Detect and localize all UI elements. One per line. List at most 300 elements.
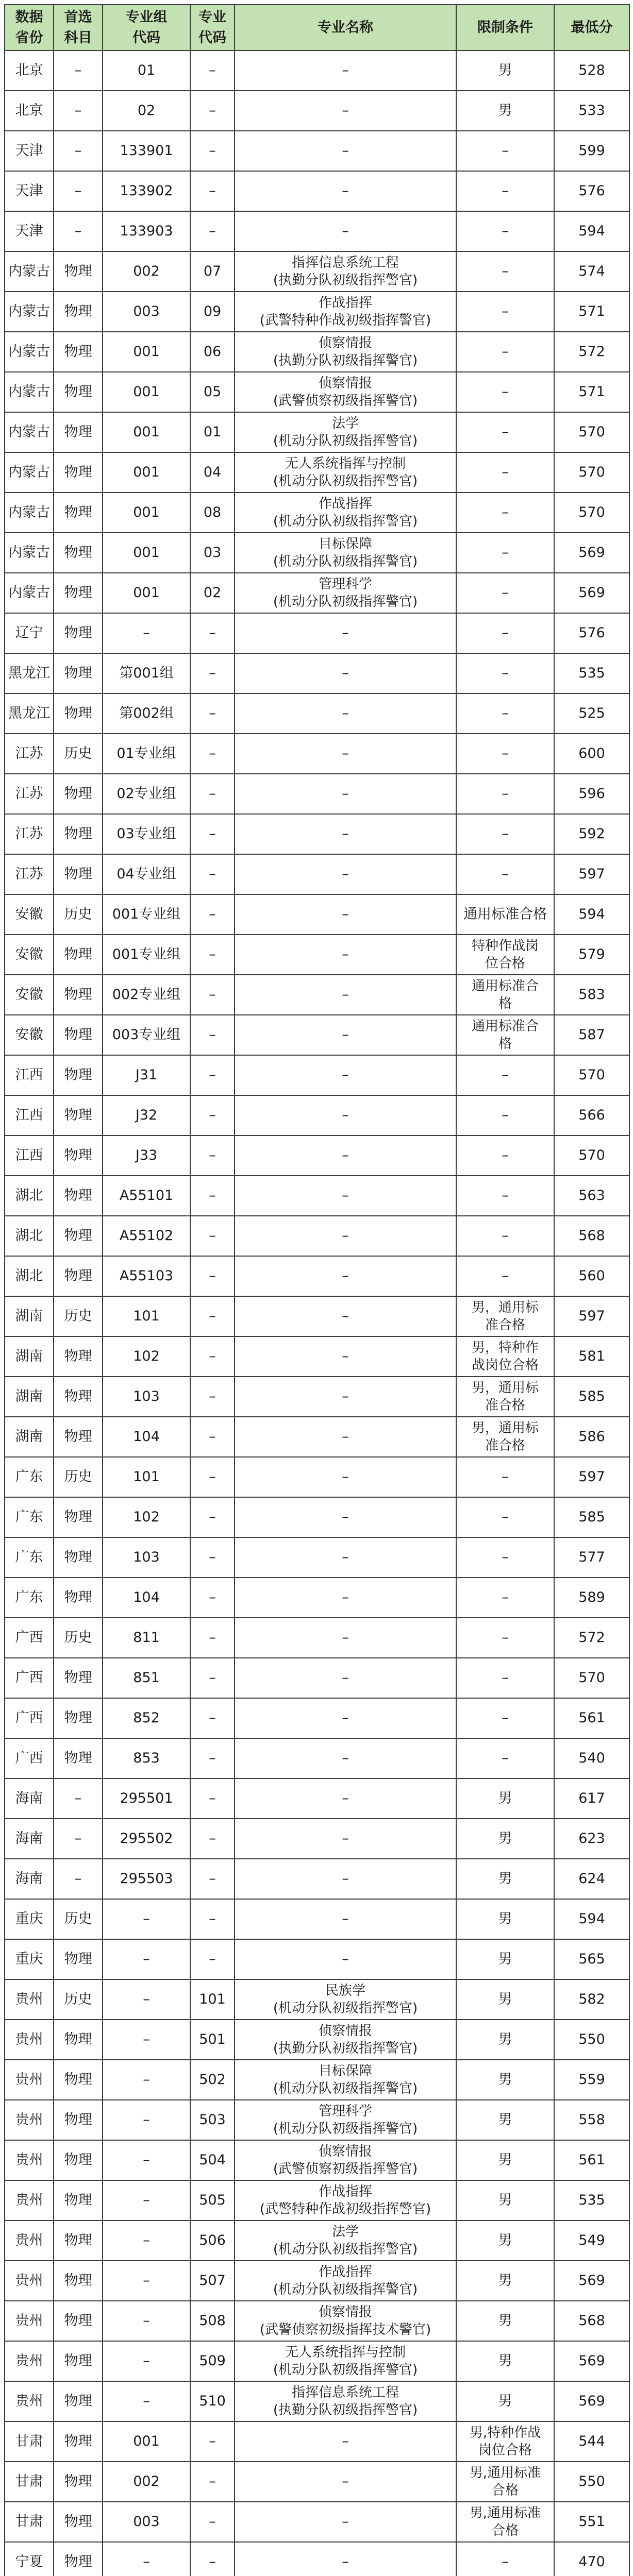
- group-code-cell: –: [103, 2060, 190, 2100]
- restriction-cell: –: [456, 2542, 554, 2576]
- province-cell: 贵州: [5, 2020, 54, 2060]
- restriction-cell: 男，通用标 准合格: [456, 1296, 554, 1336]
- major-code-cell: 502: [190, 2060, 235, 2100]
- group-code-cell: –: [103, 2180, 190, 2221]
- table-row: [5, 1377, 629, 1417]
- group-code-cell: 104: [103, 1578, 190, 1618]
- subject-cell: 历史: [54, 1618, 103, 1658]
- major-code-cell: 04: [190, 452, 235, 493]
- major-name-cell: –: [235, 1457, 456, 1497]
- group-code-cell: 295503: [103, 1859, 190, 1899]
- header-province: 数据 省份: [5, 5, 54, 50]
- header-restriction: 限制条件: [456, 5, 554, 50]
- restriction-cell: –: [456, 1136, 554, 1176]
- min-score-cell: 569: [554, 2381, 629, 2421]
- subject-cell: 物理: [54, 1015, 103, 1055]
- province-cell: 江西: [5, 1055, 54, 1095]
- table-row: [5, 1738, 629, 1778]
- group-code-cell: –: [103, 1899, 190, 1939]
- restriction-cell: –: [456, 1497, 554, 1537]
- table-row: [5, 251, 629, 292]
- restriction-cell: –: [456, 1578, 554, 1618]
- major-code-cell: –: [190, 1176, 235, 1216]
- subject-cell: –: [54, 1819, 103, 1859]
- table-row: [5, 2502, 629, 2542]
- group-code-cell: A55103: [103, 1256, 190, 1296]
- major-code-cell: –: [190, 171, 235, 211]
- subject-cell: 物理: [54, 1939, 103, 1979]
- major-code-cell: –: [190, 211, 235, 251]
- major-code-cell: –: [190, 935, 235, 975]
- table-row: [5, 1778, 629, 1819]
- province-cell: 内蒙古: [5, 493, 54, 533]
- group-code-cell: –: [103, 2100, 190, 2140]
- province-cell: 湖南: [5, 1296, 54, 1336]
- subject-cell: 物理: [54, 292, 103, 332]
- subject-cell: 物理: [54, 332, 103, 372]
- group-code-cell: 102: [103, 1497, 190, 1537]
- major-name-cell: 作战指挥 (武警特种作战初级指挥警官): [235, 2180, 456, 2221]
- table-row: [5, 1979, 629, 2020]
- major-name-cell: 法学 (机动分队初级指挥警官): [235, 412, 456, 452]
- table-row: [5, 2180, 629, 2221]
- major-code-cell: 101: [190, 1979, 235, 2020]
- major-name-cell: –: [235, 1859, 456, 1899]
- group-code-cell: 003: [103, 292, 190, 332]
- restriction-cell: 通用标准合格: [456, 894, 554, 935]
- province-cell: 江西: [5, 1136, 54, 1176]
- restriction-cell: 男,特种作战 岗位合格: [456, 2421, 554, 2462]
- major-name-cell: –: [235, 653, 456, 693]
- restriction-cell: 男: [456, 1859, 554, 1899]
- province-cell: 贵州: [5, 2100, 54, 2140]
- major-code-cell: –: [190, 2421, 235, 2462]
- min-score-cell: 535: [554, 653, 629, 693]
- subject-cell: 物理: [54, 774, 103, 814]
- major-code-cell: 510: [190, 2381, 235, 2421]
- restriction-cell: –: [456, 653, 554, 693]
- major-name-cell: –: [235, 1778, 456, 1819]
- major-name-cell: –: [235, 613, 456, 653]
- major-name-cell: –: [235, 1095, 456, 1136]
- min-score-cell: 585: [554, 1497, 629, 1537]
- subject-cell: 物理: [54, 2060, 103, 2100]
- major-name-cell: –: [235, 854, 456, 894]
- major-name-cell: –: [235, 1497, 456, 1537]
- table-row: [5, 131, 629, 171]
- subject-cell: 物理: [54, 1578, 103, 1618]
- restriction-cell: 男,通用标准 合格: [456, 2502, 554, 2542]
- table-row: [5, 1578, 629, 1618]
- restriction-cell: 男: [456, 2341, 554, 2381]
- major-code-cell: –: [190, 1578, 235, 1618]
- province-cell: 重庆: [5, 1899, 54, 1939]
- major-name-cell: –: [235, 1698, 456, 1738]
- group-code-cell: 295501: [103, 1778, 190, 1819]
- min-score-cell: 592: [554, 814, 629, 854]
- min-score-cell: 571: [554, 292, 629, 332]
- major-code-cell: 07: [190, 251, 235, 292]
- subject-cell: 物理: [54, 412, 103, 452]
- major-name-cell: 侦察情报 (执勤分队初级指挥警官): [235, 2020, 456, 2060]
- min-score-cell: 570: [554, 452, 629, 493]
- restriction-cell: –: [456, 814, 554, 854]
- restriction-cell: –: [456, 1055, 554, 1095]
- group-code-cell: 001: [103, 372, 190, 412]
- group-code-cell: 102: [103, 1336, 190, 1377]
- major-name-cell: 侦察情报 (武警侦察初级指挥警官): [235, 372, 456, 412]
- min-score-cell: 570: [554, 412, 629, 452]
- subject-cell: 物理: [54, 2462, 103, 2502]
- group-code-cell: 01: [103, 50, 190, 91]
- table-row: [5, 774, 629, 814]
- group-code-cell: 03专业组: [103, 814, 190, 854]
- group-code-cell: –: [103, 2542, 190, 2576]
- min-score-cell: 589: [554, 1578, 629, 1618]
- restriction-cell: 通用标准合 格: [456, 975, 554, 1015]
- major-code-cell: 508: [190, 2301, 235, 2341]
- major-code-cell: 507: [190, 2261, 235, 2301]
- province-cell: 湖南: [5, 1336, 54, 1377]
- table-row: [5, 1055, 629, 1095]
- province-cell: 湖北: [5, 1256, 54, 1296]
- major-code-cell: –: [190, 854, 235, 894]
- min-score-cell: 585: [554, 1377, 629, 1417]
- table-row: [5, 1136, 629, 1176]
- min-score-cell: 470: [554, 2542, 629, 2576]
- major-name-cell: –: [235, 1336, 456, 1377]
- major-name-cell: –: [235, 1618, 456, 1658]
- table-row: [5, 1216, 629, 1256]
- restriction-cell: 男: [456, 1939, 554, 1979]
- restriction-cell: 男: [456, 2381, 554, 2421]
- subject-cell: –: [54, 171, 103, 211]
- province-cell: 内蒙古: [5, 292, 54, 332]
- header-subject: 首选 科目: [54, 5, 103, 50]
- min-score-cell: 551: [554, 2502, 629, 2542]
- subject-cell: 历史: [54, 734, 103, 774]
- group-code-cell: 第001组: [103, 653, 190, 693]
- table-row: [5, 693, 629, 734]
- table-row: [5, 292, 629, 332]
- group-code-cell: –: [103, 1939, 190, 1979]
- group-code-cell: 133903: [103, 211, 190, 251]
- table-row: [5, 452, 629, 493]
- subject-cell: 物理: [54, 1055, 103, 1095]
- subject-cell: 物理: [54, 493, 103, 533]
- restriction-cell: 男: [456, 1979, 554, 2020]
- major-code-cell: –: [190, 774, 235, 814]
- table-row: [5, 1859, 629, 1899]
- province-cell: 贵州: [5, 2060, 54, 2100]
- min-score-cell: 599: [554, 131, 629, 171]
- major-code-cell: –: [190, 2502, 235, 2542]
- group-code-cell: 133901: [103, 131, 190, 171]
- restriction-cell: –: [456, 332, 554, 372]
- group-code-cell: 133902: [103, 171, 190, 211]
- table-row: [5, 573, 629, 613]
- major-name-cell: 管理科学 (机动分队初级指挥警官): [235, 573, 456, 613]
- restriction-cell: 男: [456, 91, 554, 131]
- province-cell: 江苏: [5, 734, 54, 774]
- major-code-cell: –: [190, 1778, 235, 1819]
- restriction-cell: 男: [456, 2301, 554, 2341]
- major-name-cell: –: [235, 171, 456, 211]
- restriction-cell: –: [456, 452, 554, 493]
- group-code-cell: 852: [103, 1698, 190, 1738]
- min-score-cell: 550: [554, 2462, 629, 2502]
- province-cell: 内蒙古: [5, 251, 54, 292]
- restriction-cell: 男，通用标 准合格: [456, 1417, 554, 1457]
- min-score-cell: 596: [554, 774, 629, 814]
- subject-cell: 历史: [54, 1979, 103, 2020]
- major-code-cell: –: [190, 2462, 235, 2502]
- table-row: [5, 1537, 629, 1578]
- group-code-cell: 001: [103, 533, 190, 573]
- subject-cell: 物理: [54, 935, 103, 975]
- table-row: [5, 975, 629, 1015]
- restriction-cell: –: [456, 493, 554, 533]
- major-name-cell: –: [235, 734, 456, 774]
- table-row: [5, 1939, 629, 1979]
- min-score-cell: 569: [554, 573, 629, 613]
- min-score-cell: 579: [554, 935, 629, 975]
- subject-cell: 物理: [54, 2020, 103, 2060]
- group-code-cell: 001: [103, 332, 190, 372]
- min-score-cell: 533: [554, 91, 629, 131]
- min-score-cell: 594: [554, 211, 629, 251]
- table-row: [5, 2381, 629, 2421]
- province-cell: 广东: [5, 1537, 54, 1578]
- province-cell: 贵州: [5, 2180, 54, 2221]
- group-code-cell: 第002组: [103, 693, 190, 734]
- major-name-cell: 管理科学 (机动分队初级指挥警官): [235, 2100, 456, 2140]
- min-score-cell: 597: [554, 1296, 629, 1336]
- province-cell: 北京: [5, 50, 54, 91]
- province-cell: 内蒙古: [5, 573, 54, 613]
- group-code-cell: –: [103, 2381, 190, 2421]
- major-code-cell: –: [190, 1136, 235, 1176]
- group-code-cell: 001: [103, 452, 190, 493]
- min-score-cell: 528: [554, 50, 629, 91]
- province-cell: 广西: [5, 1658, 54, 1698]
- table-row: [5, 2020, 629, 2060]
- group-code-cell: 853: [103, 1738, 190, 1778]
- major-name-cell: –: [235, 1176, 456, 1216]
- major-name-cell: 无人系统指挥与控制 (机动分队初级指挥警官): [235, 2341, 456, 2381]
- restriction-cell: 男: [456, 1819, 554, 1859]
- table-row: [5, 1819, 629, 1859]
- header-min-score: 最低分: [554, 5, 629, 50]
- group-code-cell: –: [103, 613, 190, 653]
- subject-cell: –: [54, 91, 103, 131]
- min-score-cell: 623: [554, 1819, 629, 1859]
- subject-cell: 物理: [54, 1417, 103, 1457]
- province-cell: 广西: [5, 1738, 54, 1778]
- major-code-cell: –: [190, 1216, 235, 1256]
- subject-cell: 物理: [54, 1336, 103, 1377]
- subject-cell: 物理: [54, 1136, 103, 1176]
- major-name-cell: 目标保障 (机动分队初级指挥警官): [235, 2060, 456, 2100]
- major-code-cell: –: [190, 1658, 235, 1698]
- major-name-cell: –: [235, 1136, 456, 1176]
- group-code-cell: J32: [103, 1095, 190, 1136]
- min-score-cell: 535: [554, 2180, 629, 2221]
- table-row: [5, 91, 629, 131]
- major-code-cell: 09: [190, 292, 235, 332]
- group-code-cell: 001: [103, 493, 190, 533]
- table-row: [5, 935, 629, 975]
- major-name-cell: –: [235, 975, 456, 1015]
- subject-cell: 物理: [54, 613, 103, 653]
- min-score-cell: 594: [554, 1899, 629, 1939]
- major-name-cell: –: [235, 131, 456, 171]
- subject-cell: 物理: [54, 2100, 103, 2140]
- major-code-cell: –: [190, 1377, 235, 1417]
- major-code-cell: –: [190, 693, 235, 734]
- group-code-cell: J33: [103, 1136, 190, 1176]
- major-code-cell: 02: [190, 573, 235, 613]
- min-score-cell: 570: [554, 1658, 629, 1698]
- major-code-cell: 503: [190, 2100, 235, 2140]
- admission-score-table: [4, 4, 630, 2576]
- province-cell: 贵州: [5, 2341, 54, 2381]
- major-code-cell: –: [190, 2542, 235, 2576]
- min-score-cell: 574: [554, 251, 629, 292]
- province-cell: 内蒙古: [5, 452, 54, 493]
- province-cell: 广西: [5, 1618, 54, 1658]
- table-row: [5, 1497, 629, 1537]
- subject-cell: 物理: [54, 2221, 103, 2261]
- major-name-cell: –: [235, 1216, 456, 1256]
- province-cell: 贵州: [5, 2301, 54, 2341]
- subject-cell: 物理: [54, 1095, 103, 1136]
- header-group-code: 专业组 代码: [103, 5, 190, 50]
- min-score-cell: 577: [554, 1537, 629, 1578]
- restriction-cell: –: [456, 734, 554, 774]
- subject-cell: 物理: [54, 1216, 103, 1256]
- subject-cell: –: [54, 131, 103, 171]
- min-score-cell: 576: [554, 171, 629, 211]
- province-cell: 江苏: [5, 854, 54, 894]
- group-code-cell: 02专业组: [103, 774, 190, 814]
- subject-cell: 物理: [54, 573, 103, 613]
- major-name-cell: 作战指挥 (武警特种作战初级指挥警官): [235, 292, 456, 332]
- major-code-cell: 501: [190, 2020, 235, 2060]
- table-row: [5, 2301, 629, 2341]
- table-row: [5, 2060, 629, 2100]
- restriction-cell: –: [456, 1095, 554, 1136]
- restriction-cell: 通用标准合 格: [456, 1015, 554, 1055]
- major-name-cell: 作战指挥 (机动分队初级指挥警官): [235, 2261, 456, 2301]
- restriction-cell: –: [456, 1176, 554, 1216]
- group-code-cell: 104: [103, 1417, 190, 1457]
- major-code-cell: –: [190, 1497, 235, 1537]
- min-score-cell: 594: [554, 894, 629, 935]
- table-row: [5, 1698, 629, 1738]
- major-code-cell: –: [190, 131, 235, 171]
- major-name-cell: –: [235, 50, 456, 91]
- table-row: [5, 2261, 629, 2301]
- restriction-cell: –: [456, 1256, 554, 1296]
- min-score-cell: 569: [554, 533, 629, 573]
- restriction-cell: –: [456, 372, 554, 412]
- restriction-cell: 男: [456, 2140, 554, 2180]
- min-score-cell: 561: [554, 1698, 629, 1738]
- major-code-cell: –: [190, 613, 235, 653]
- min-score-cell: 550: [554, 2020, 629, 2060]
- major-name-cell: –: [235, 1899, 456, 1939]
- province-cell: 广东: [5, 1457, 54, 1497]
- min-score-cell: 571: [554, 372, 629, 412]
- major-code-cell: –: [190, 1417, 235, 1457]
- subject-cell: 历史: [54, 1457, 103, 1497]
- major-name-cell: –: [235, 2542, 456, 2576]
- major-name-cell: –: [235, 814, 456, 854]
- min-score-cell: 540: [554, 1738, 629, 1778]
- restriction-cell: 男: [456, 2060, 554, 2100]
- table-row: [5, 2462, 629, 2502]
- subject-cell: 历史: [54, 1296, 103, 1336]
- table-row: [5, 894, 629, 935]
- province-cell: 贵州: [5, 2261, 54, 2301]
- subject-cell: 物理: [54, 2301, 103, 2341]
- subject-cell: 物理: [54, 1738, 103, 1778]
- major-name-cell: –: [235, 2502, 456, 2542]
- province-cell: 广西: [5, 1698, 54, 1738]
- province-cell: 湖南: [5, 1417, 54, 1457]
- group-code-cell: 811: [103, 1618, 190, 1658]
- province-cell: 黑龙江: [5, 693, 54, 734]
- major-code-cell: –: [190, 814, 235, 854]
- min-score-cell: 572: [554, 332, 629, 372]
- province-cell: 甘肃: [5, 2502, 54, 2542]
- province-cell: 海南: [5, 1859, 54, 1899]
- table-row: [5, 2542, 629, 2576]
- major-name-cell: –: [235, 774, 456, 814]
- province-cell: 贵州: [5, 2140, 54, 2180]
- restriction-cell: 特种作战岗 位合格: [456, 935, 554, 975]
- major-code-cell: 509: [190, 2341, 235, 2381]
- restriction-cell: –: [456, 1216, 554, 1256]
- subject-cell: –: [54, 50, 103, 91]
- province-cell: 贵州: [5, 2221, 54, 2261]
- major-code-cell: 08: [190, 493, 235, 533]
- min-score-cell: 570: [554, 1136, 629, 1176]
- province-cell: 黑龙江: [5, 653, 54, 693]
- table-row: [5, 1336, 629, 1377]
- restriction-cell: –: [456, 1618, 554, 1658]
- group-code-cell: 001专业组: [103, 935, 190, 975]
- subject-cell: 物理: [54, 2140, 103, 2180]
- province-cell: 广东: [5, 1578, 54, 1618]
- province-cell: 宁夏: [5, 2542, 54, 2576]
- restriction-cell: –: [456, 613, 554, 653]
- major-name-cell: –: [235, 1578, 456, 1618]
- province-cell: 安徽: [5, 935, 54, 975]
- restriction-cell: –: [456, 251, 554, 292]
- major-code-cell: 05: [190, 372, 235, 412]
- min-score-cell: 586: [554, 1417, 629, 1457]
- restriction-cell: –: [456, 131, 554, 171]
- major-name-cell: –: [235, 1417, 456, 1457]
- subject-cell: 物理: [54, 1537, 103, 1578]
- table-row: [5, 1256, 629, 1296]
- table-row: [5, 2221, 629, 2261]
- major-name-cell: –: [235, 2462, 456, 2502]
- subject-cell: 物理: [54, 1497, 103, 1537]
- min-score-cell: 559: [554, 2060, 629, 2100]
